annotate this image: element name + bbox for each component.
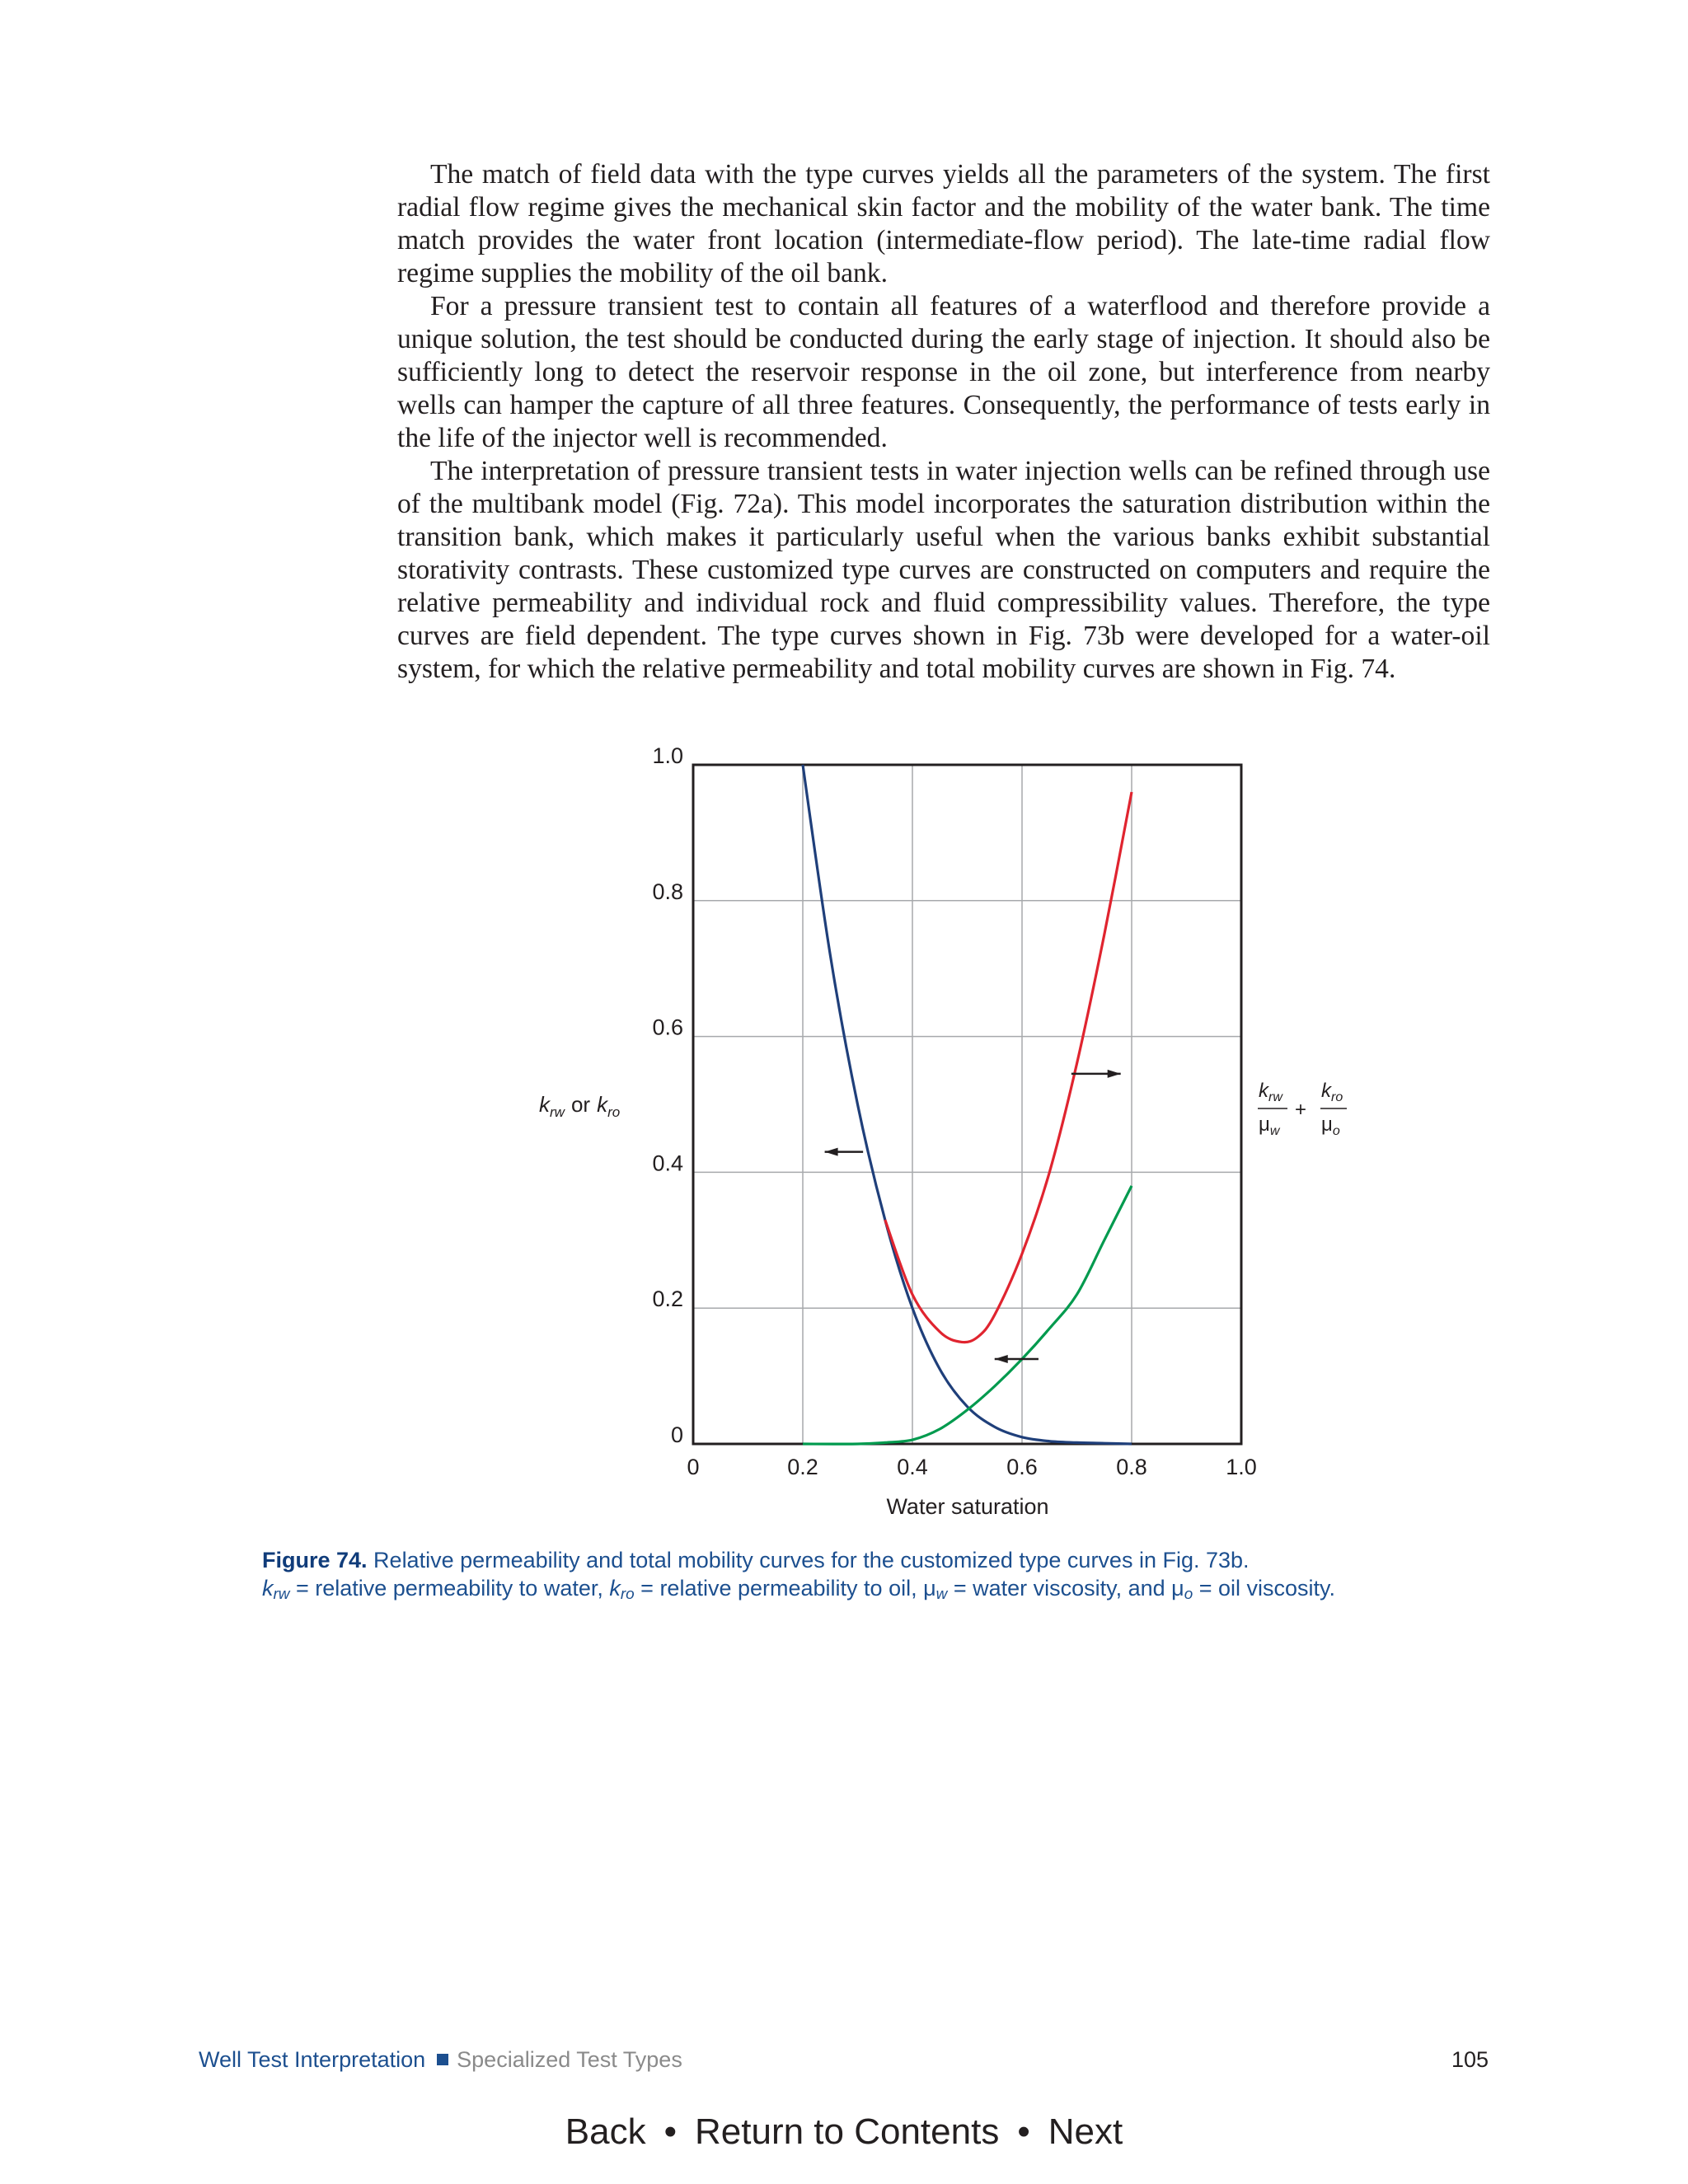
caption-line-2: $k_{rw}$ = relative permeability to water, $k_{ro}$ = relative permeability to oil, $\mu_w$ = water viscosity, and $\mu_o$ = oil viscosity.	[262, 1576, 1336, 1603]
nav-separator: •	[1017, 2111, 1030, 2152]
arrow-right-icon	[1071, 1070, 1121, 1078]
x-tick-label: 0.8	[1116, 1455, 1147, 1479]
x-tick-label: 1.0	[1226, 1455, 1257, 1479]
paragraph-1: The match of field data with the type curves yields all the parameters of the system. The first radial flow regime gives the mechanical skin factor and the mobility of the water bank. The time match provides the water front location (intermediate-flow period). The late-time radial flow regime supplies the mobility of the oil bank.	[397, 159, 1490, 288]
square-bullet-icon	[437, 2054, 448, 2065]
arrow-left-icon	[995, 1355, 1039, 1363]
svg-text:kro: $k_{ro}$	[1321, 1080, 1343, 1104]
next-link[interactable]: Next	[1048, 2111, 1123, 2152]
svg-text:μw: $\mu_w$	[1259, 1113, 1280, 1138]
return-to-contents-link[interactable]: Return to Contents	[695, 2111, 1000, 2152]
y-axis-label-left	[539, 1092, 620, 1120]
caption-line-1	[262, 1546, 1416, 1574]
footer-title: Well Test Interpretation	[199, 2047, 426, 2072]
y-tick-label: 0.4	[652, 1151, 683, 1176]
chart-ticks	[652, 743, 1256, 1479]
svg-text:krw: $k_{rw}$	[1259, 1080, 1282, 1104]
x-tick-label: 0	[687, 1455, 700, 1479]
y-tick-label: 0.8	[652, 879, 683, 904]
paragraph-2: For a pressure transient test to contain all features of a waterflood and therefore provide a unique solution, the test should be conducted during the early stage of injection. It should also be sufficiently long to detect the reservoir response in the oil zone, but interference from nearby wells can hamper the capture of all three features. Consequently, the performance of tests early in the life of the injector well is recommended.	[397, 291, 1490, 453]
y-tick-label: 0	[670, 1422, 683, 1447]
back-link[interactable]: Back	[565, 2111, 646, 2152]
chart-arrows	[825, 1070, 1121, 1363]
figure-74-chart	[0, 725, 1688, 1533]
caption-text: Relative permeability and total mobility curves for the customized type curves in Fig. 73b.	[367, 1548, 1250, 1572]
page-number: 105	[1451, 2047, 1489, 2072]
paragraph-3: The interpretation of pressure transient tests in water injection wells can be refined through use of the multibank model (Fig. 72a). This model incorporates the saturation distribution within the transition bank, which makes it particularly useful when the various banks exhibit substantial storativity contrasts. These customized type curves are constructed on computers and require the relative permeability and individual rock and fluid compressibility values. Therefore, the type curves are field dependent. The type curves shown in Fig. 73b were developed for a water-oil system, for which the relative permeability and total mobility curves are shown in Fig. 74.	[397, 456, 1490, 684]
footer-section: Specialized Test Types	[457, 2047, 682, 2072]
x-axis-label: Water saturation	[886, 1494, 1049, 1519]
x-tick-label: 0.6	[1006, 1455, 1038, 1479]
y-tick-label: 0.6	[652, 1015, 683, 1040]
nav-separator: •	[663, 2111, 677, 2152]
svg-text:+: +	[1295, 1099, 1307, 1121]
body-text	[397, 158, 1490, 686]
y-tick-label: 0.2	[652, 1286, 683, 1312]
svg-text:μo: $\mu_o$	[1321, 1113, 1340, 1138]
svg-text:krworkro: $k_{rw}$ or $k_{ro}$	[539, 1092, 621, 1120]
x-tick-label: 0.4	[897, 1455, 928, 1479]
arrow-left-icon	[825, 1148, 864, 1156]
chart-curves	[803, 765, 1132, 1444]
caption-label: Figure 74.	[262, 1548, 368, 1572]
y-axis-label-right	[1258, 1080, 1347, 1138]
y-tick-label: 1.0	[652, 743, 683, 768]
x-tick-label: 0.2	[787, 1455, 818, 1479]
page-navigation	[0, 2111, 1688, 2153]
footer-book-title	[199, 2047, 682, 2073]
figure-caption	[262, 1546, 1416, 1609]
